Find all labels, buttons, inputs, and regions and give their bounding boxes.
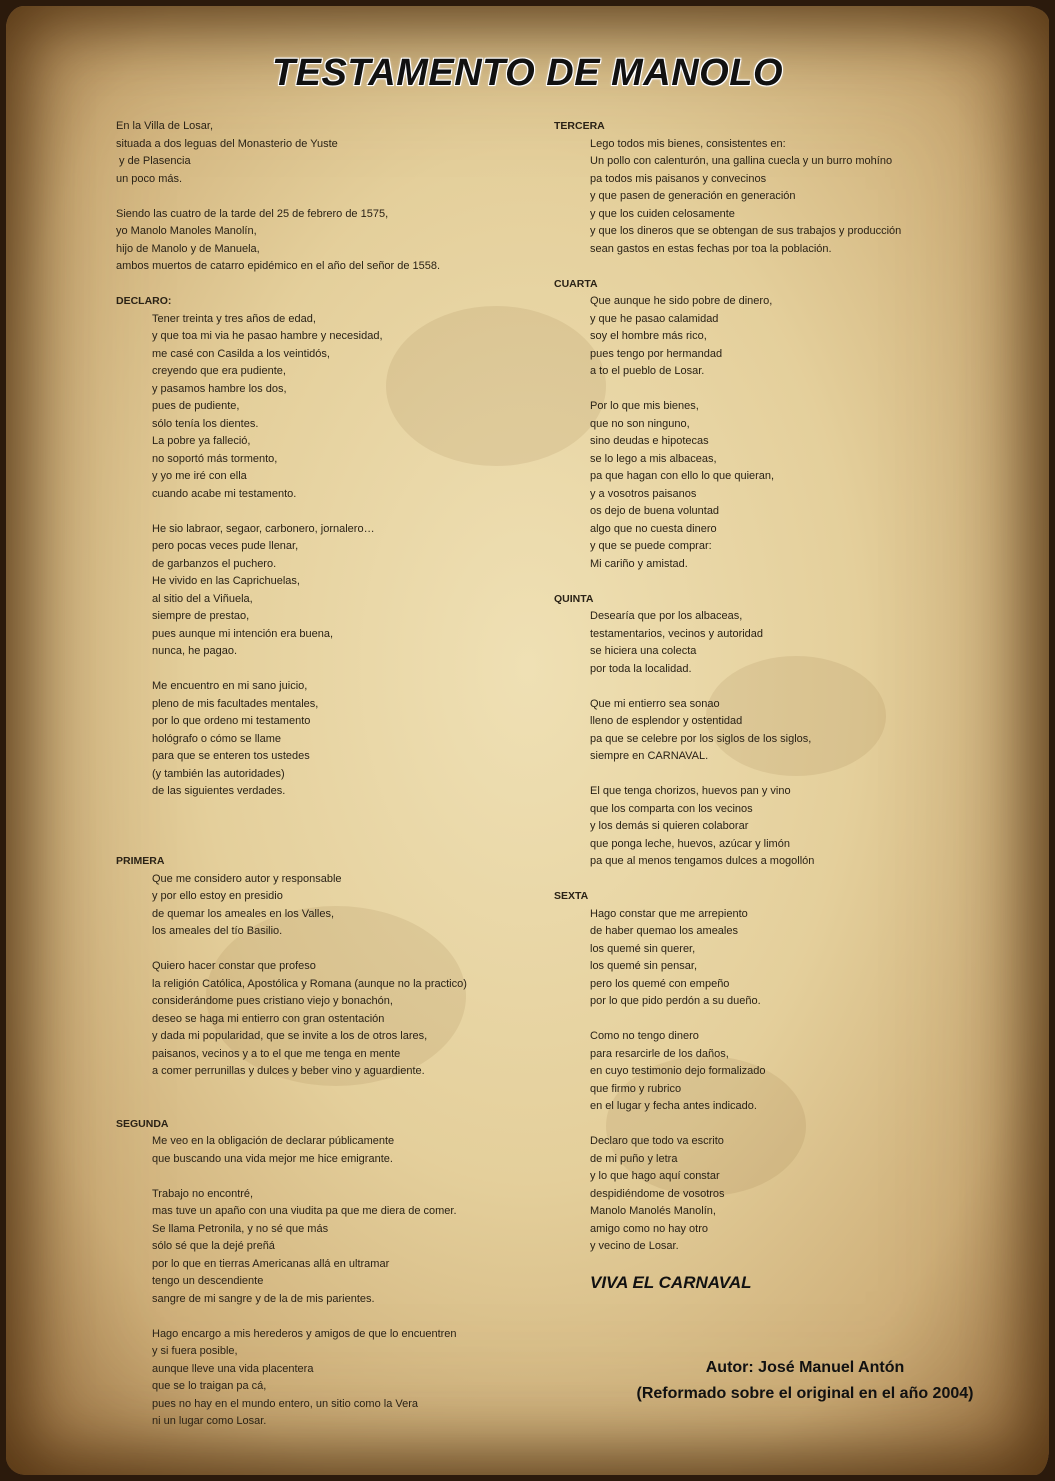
text-line: pa que hagan con ello lo que quieran, <box>590 470 775 482</box>
text-line: que ponga leche, huevos, azúcar y limón <box>590 837 790 850</box>
text-line: pleno de mis facultades mentales, <box>152 697 319 710</box>
text-line: para resarcirle de los daños, <box>590 1047 729 1060</box>
text-line: aunque lleve una vida placentera <box>152 1362 314 1375</box>
text-line: y yo me iré con ella <box>152 470 247 482</box>
text-line: y que los cuiden celosamente <box>590 207 735 220</box>
text-line: y de Plasencia <box>116 155 191 167</box>
text-line: en el lugar y fecha antes indicado. <box>590 1100 757 1112</box>
text-line: He sio labraor, segaor, carbonero, jornalero… <box>152 522 375 535</box>
section-heading: QUINTA <box>554 592 594 605</box>
blank-line <box>116 1168 526 1186</box>
text-line: El que tenga chorizos, huevos pan y vino <box>590 785 791 797</box>
text-line: ni un lugar como Losar. <box>152 1415 267 1427</box>
blank-line <box>116 1308 526 1326</box>
text-line: los quemé sin querer, <box>590 942 696 955</box>
text-line: soy el hombre más rico, <box>590 330 707 342</box>
text-line: Se llama Petronila, y no sé que más <box>152 1222 329 1235</box>
section-heading: CUARTA <box>554 277 598 290</box>
text-line: nunca, he pagao. <box>152 645 238 657</box>
blank-line <box>554 766 974 784</box>
blank-line <box>554 871 974 889</box>
text-line: Me encuentro en mi sano juicio, <box>152 680 308 692</box>
text-line: yo Manolo Manoles Manolín, <box>116 225 257 237</box>
text-line: cuando acabe mi testamento. <box>152 487 297 500</box>
section-heading: TERCERA <box>554 120 605 132</box>
section-heading: DECLARO: <box>116 295 172 307</box>
blank-line <box>116 188 526 206</box>
text-line: sangre de mi sangre y de la de mis parientes. <box>152 1292 375 1305</box>
text-line: Quiero hacer constar que profeso <box>152 960 316 972</box>
text-line: En la Villa de Losar, <box>116 120 214 132</box>
blank-line <box>554 258 974 276</box>
text-line: mas tuve un apaño con una viudita pa que me diera de comer. <box>152 1205 457 1217</box>
text-line: y los demás si quieren colaborar <box>590 820 749 832</box>
text-line: amigo como no hay otro <box>590 1222 709 1235</box>
text-line: los ameales del tío Basilio. <box>152 925 283 937</box>
blank-line <box>554 678 974 696</box>
blank-line <box>116 1098 526 1116</box>
text-line: lleno de esplendor y ostentidad <box>590 715 743 727</box>
text-line: siempre de prestao, <box>152 610 250 622</box>
text-line: al sitio del a Viñuela, <box>152 592 253 605</box>
blank-line <box>554 1011 974 1029</box>
text-line: despidiéndome de vosotros <box>590 1187 725 1200</box>
section-heading: SEXTA <box>554 890 589 902</box>
text-line: me casé con Casilda a los veintidós, <box>152 347 330 360</box>
text-line: que los comparta con los vecinos <box>590 802 753 815</box>
text-line: Siendo las cuatro de la tarde del 25 de febrero de 1575, <box>116 207 389 220</box>
text-line: testamentarios, vecinos y autoridad <box>590 627 764 640</box>
viva-carnaval-line: VIVA EL CARNAVAL <box>590 1273 752 1292</box>
blank-line <box>116 661 526 679</box>
text-line: situada a dos leguas del Monasterio de Yuste <box>116 137 338 150</box>
text-line: pues no hay en el mundo entero, un sitio como la Vera <box>152 1397 419 1410</box>
text-line: pero pocas veces pude llenar, <box>152 540 299 552</box>
text-line: sólo tenía los dientes. <box>152 417 259 430</box>
text-line: considerándome pues cristiano viejo y bonachón, <box>152 995 393 1007</box>
text-line: pues de pudiente, <box>152 400 240 412</box>
blank-line <box>116 503 526 521</box>
text-line: pa todos mis paisanos y convecinos <box>590 172 767 185</box>
blank-line <box>116 276 526 294</box>
author-block <box>590 1355 1020 1407</box>
blank-line <box>116 941 526 959</box>
text-line: pa que se celebre por los siglos de los siglos, <box>590 732 812 745</box>
blank-line <box>554 1116 974 1134</box>
text-line: y lo que hago aquí constar <box>590 1170 720 1182</box>
text-line: se hiciera una colecta <box>590 645 697 657</box>
text-line: pues aunque mi intención era buena, <box>152 627 334 640</box>
text-line: Que me considero autor y responsable <box>152 872 342 885</box>
blank-line <box>116 836 526 854</box>
text-line: y que pasen de generación en generación <box>590 190 796 202</box>
text-line: y dada mi popularidad, que se invite a los de otros lares, <box>152 1030 428 1042</box>
text-line: no soportó más tormento, <box>152 452 278 465</box>
text-line: hológrafo o cómo se llame <box>152 732 282 745</box>
text-line: y que he pasao calamidad <box>590 312 719 325</box>
text-line: siempre en CARNAVAL. <box>590 750 709 762</box>
text-line: Como no tengo dinero <box>590 1030 699 1042</box>
text-line: y pasamos hambre los dos, <box>152 382 287 395</box>
left-column <box>116 118 526 1431</box>
text-line: y si fuera posible, <box>152 1345 238 1357</box>
text-line: por lo que pido perdón a su dueño. <box>590 995 761 1007</box>
text-line: de haber quemao los ameales <box>590 925 738 937</box>
text-line: La pobre ya falleció, <box>152 435 251 447</box>
text-line: Que aunque he sido pobre de dinero, <box>590 295 773 307</box>
text-line: y que toa mi via he pasao hambre y necesidad, <box>152 330 383 342</box>
author-name: Autor: José Manuel Antón <box>705 1359 905 1376</box>
text-line: os dejo de buena voluntad <box>590 505 720 517</box>
text-line: y vecino de Losar. <box>590 1240 679 1252</box>
text-line: un poco más. <box>116 172 183 185</box>
text-line: Mi cariño y amistad. <box>590 557 688 570</box>
text-line: sean gastos en estas fechas por toa la población. <box>590 242 832 255</box>
text-line: deseo se haga mi entierro con gran ostentación <box>152 1012 385 1025</box>
blank-line <box>554 381 974 399</box>
text-line: Declaro que todo va escrito <box>590 1135 724 1147</box>
text-line: que no son ninguno, <box>590 417 690 430</box>
text-line: de mi puño y letra <box>590 1152 678 1165</box>
text-line: Que mi entierro sea sonao <box>590 697 720 710</box>
text-line: Lego todos mis bienes, consistentes en: <box>590 137 786 150</box>
text-line: Me veo en la obligación de declarar públicamente <box>152 1135 395 1147</box>
text-line: pues tengo por hermandad <box>590 347 723 360</box>
text-line: de quemar los ameales en los Valles, <box>152 907 335 920</box>
text-line: en cuyo testimonio dejo formalizado <box>590 1065 766 1077</box>
text-line: Hago encargo a mis herederos y amigos de que lo encuentren <box>152 1327 457 1340</box>
author-note: (Reformado sobre el original en el año 2004) <box>636 1385 974 1402</box>
text-line: que firmo y rubrico <box>590 1082 682 1095</box>
blank-line <box>116 1081 526 1099</box>
text-line: Un pollo con calenturón, una gallina cuecla y un burro mohíno <box>590 155 893 167</box>
text-line: creyendo que era pudiente, <box>152 365 286 377</box>
text-line: Por lo que mis bienes, <box>590 400 699 412</box>
text-line: tengo un descendiente <box>152 1275 264 1287</box>
text-line: hijo de Manolo y de Manuela, <box>116 242 260 255</box>
text-line: a to el pueblo de Losar. <box>590 365 705 377</box>
text-line: y que se puede comprar: <box>590 540 712 552</box>
text-line: ambos muertos de catarro epidémico en el año del señor de 1558. <box>116 260 441 272</box>
text-line: la religión Católica, Apostólica y Romana (aunque no la practico) <box>152 977 467 990</box>
text-line: paisanos, vecinos y a to el que me tenga en mente <box>152 1047 401 1060</box>
text-line: sólo sé que la dejé preñá <box>152 1240 275 1252</box>
text-line: sino deudas e hipotecas <box>590 435 709 447</box>
text-line: algo que no cuesta dinero <box>590 522 717 535</box>
text-line: que se lo traigan pa cá, <box>152 1380 267 1392</box>
text-line: y a vosotros paisanos <box>590 487 697 500</box>
text-line: Tener treinta y tres años de edad, <box>152 312 316 325</box>
text-line: pero los quemé con empeño <box>590 977 730 990</box>
text-line: por lo que ordeno mi testamento <box>152 715 311 727</box>
text-line: (y también las autoridades) <box>152 767 285 780</box>
text-line: de las siguientes verdades. <box>152 785 286 797</box>
text-line: a comer perrunillas y dulces y beber vino y aguardiente. <box>152 1065 425 1077</box>
text-line: Manolo Manolés Manolín, <box>590 1205 716 1217</box>
text-line: por toda la localidad. <box>590 662 692 675</box>
blank-line <box>116 801 526 819</box>
text-line: pa que al menos tengamos dulces a mogollón <box>590 855 815 867</box>
text-line: para que se enteren tos ustedes <box>152 750 310 762</box>
text-line: Hago constar que me arrepiento <box>590 907 748 920</box>
text-line: Trabajo no encontré, <box>152 1187 254 1200</box>
text-line: de garbanzos el puchero. <box>152 557 277 570</box>
text-line: y por ello estoy en presidio <box>152 890 283 902</box>
text-line: los quemé sin pensar, <box>590 960 698 972</box>
text-line: Desearía que por los albaceas, <box>590 610 743 622</box>
blank-line <box>554 573 974 591</box>
text-line: y que los dineros que se obtengan de sus trabajos y producción <box>590 225 902 237</box>
blank-line <box>116 818 526 836</box>
text-line: que buscando una vida mejor me hice emigrante. <box>152 1152 393 1165</box>
section-heading: PRIMERA <box>116 855 165 867</box>
text-line: se lo lego a mis albaceas, <box>590 452 717 465</box>
right-column <box>554 118 974 1256</box>
text-line: He vivido en las Caprichuelas, <box>152 575 300 587</box>
document-title: TESTAMENTO DE MANOLO <box>271 52 784 94</box>
text-line: por lo que en tierras Americanas allá en ultramar <box>152 1257 390 1270</box>
section-heading: SEGUNDA <box>116 1117 169 1130</box>
